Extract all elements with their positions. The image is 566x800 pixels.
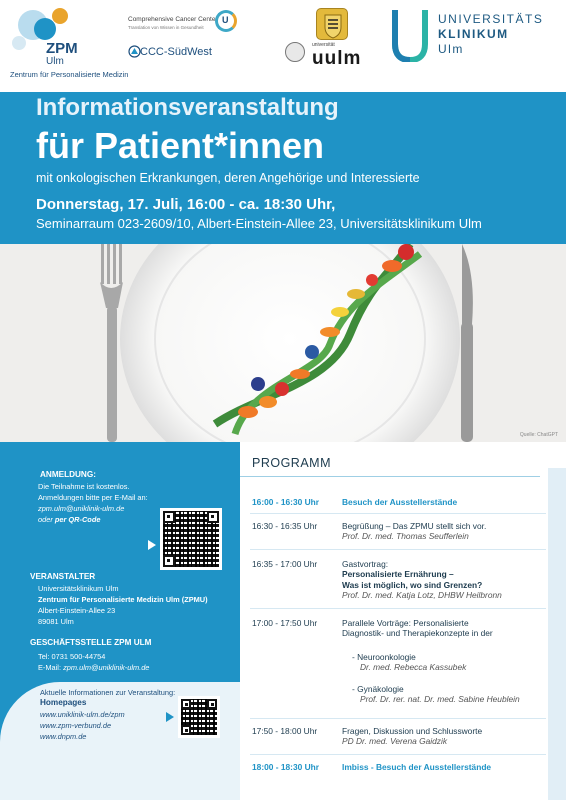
- program-item: [342, 618, 493, 639]
- program-item-title: Fragen, Diskussion und Schlussworte: [342, 726, 483, 736]
- event-type: Informationsveranstaltung: [36, 94, 339, 121]
- organizer-address: Albert-Einstein-Allee 23: [38, 606, 116, 615]
- event-audience-detail: mit onkologischen Erkrankungen, deren Angehörige und Interessierte: [36, 171, 420, 185]
- program-speaker: Prof. Dr. med. Thomas Seufferlein: [342, 531, 469, 542]
- qr-finder: [163, 555, 175, 567]
- divider: [240, 476, 540, 477]
- event-date: Donnerstag, 17. Juli, 16:00 - ca. 18:30 Uhr,: [36, 196, 336, 213]
- program-item-subtitle: Personalisierte Ernährung –: [342, 569, 454, 580]
- homepage-url-1[interactable]: www.uniklinik-ulm.de/zpm: [40, 710, 125, 719]
- program-item-title: Parallele Vorträge: Personalisierte: [342, 618, 469, 628]
- program-speaker: Dr. med. Rebecca Kassubek: [360, 662, 467, 673]
- event-audience: für Patient*innen: [36, 125, 325, 166]
- ccc-tagline: Translation von Wissen in Gesundheit: [128, 25, 204, 30]
- program-time: 17:50 - 18:00 Uhr: [252, 726, 318, 736]
- qr-finder: [181, 725, 191, 735]
- registration-qr-line: [38, 515, 100, 525]
- divider: [250, 608, 546, 609]
- uniklinik-logo-text: [438, 12, 543, 57]
- program-item-subtitle: Was ist möglich, wo sind Grenzen?: [342, 579, 483, 590]
- registration-heading: ANMELDUNG:: [40, 470, 96, 479]
- qr-finder: [207, 511, 219, 523]
- homepage-qr-code[interactable]: [178, 696, 220, 738]
- ccc-title: Comprehensive Cancer Center: [128, 16, 218, 23]
- program-item-title: Besuch der Ausstellerstände: [342, 497, 458, 507]
- arrow-right-icon: [166, 712, 174, 722]
- uulm-small-label: universität: [312, 42, 335, 48]
- qr-finder: [163, 511, 175, 523]
- zpm-city: Ulm: [46, 56, 64, 67]
- image-credit: Quelle: ChatGPT: [519, 432, 558, 438]
- qr-finder: [207, 699, 217, 709]
- qr-finder: [181, 699, 191, 709]
- organizer-city: 89081 Ulm: [38, 617, 74, 626]
- registration-or: oder: [38, 515, 53, 524]
- office-heading: GESCHÄFTSSTELLE ZPM ULM: [30, 638, 152, 647]
- header-logos: [0, 0, 566, 92]
- uk-line2: KLINIKUM: [438, 27, 509, 41]
- office-phone: Tel: 0731 500-44754: [38, 652, 106, 661]
- organizer-line2: Zentrum für Personalisierte Medizin Ulm (ZPMU): [38, 595, 208, 604]
- program-time: 17:00 - 17:50 Uhr: [252, 618, 318, 628]
- ccc-ring-logo: [215, 10, 237, 32]
- uniklinik-u-icon: [392, 10, 428, 62]
- logo-circle-orange: [52, 8, 68, 24]
- program-time: 16:35 - 17:00 Uhr: [252, 559, 318, 569]
- state-crest-icon: [316, 8, 348, 40]
- divider: [250, 549, 546, 550]
- program-side-bar: [548, 468, 566, 800]
- program-subitem: [352, 684, 520, 705]
- program-title: PROGRAMM: [252, 456, 331, 470]
- zpm-subtitle: Zentrum für Personalisierte Medizin: [10, 70, 129, 79]
- hero-image: [0, 244, 566, 442]
- uk-line1: UNIVERSITÄTS: [438, 12, 544, 26]
- program-item-title: Begrüßung – Das ZPMU stellt sich vor.: [342, 521, 487, 531]
- registration-email-intro: Anmeldungen bitte per E-Mail an:: [38, 493, 148, 502]
- program-speaker: Prof. Dr. med. Katja Lotz, DHBW Heilbronn: [342, 590, 502, 601]
- registration-qr-code[interactable]: [160, 508, 222, 570]
- office-email-label: E-Mail:: [38, 663, 61, 672]
- program-speaker: PD Dr. med. Verena Gaidzik: [342, 736, 448, 747]
- program-time: 16:00 - 16:30 Uhr: [252, 497, 320, 507]
- uk-line3: Ulm: [438, 42, 464, 56]
- zpm-title: ZPM: [46, 40, 78, 57]
- divider: [250, 513, 546, 514]
- arrow-right-icon: [148, 540, 156, 550]
- office-email-line: [38, 663, 149, 673]
- info-panel: [0, 442, 240, 800]
- office-email[interactable]: zpm.ulm@uniklinik-ulm.de: [63, 663, 150, 672]
- logo-circle-pale: [12, 36, 26, 50]
- divider: [250, 718, 546, 719]
- title-banner: [0, 92, 566, 244]
- event-location: Seminarraum 023-2609/10, Albert-Einstein-Allee 23, Universitätsklinikum Ulm: [36, 216, 482, 231]
- program-section: [240, 442, 566, 800]
- plate-dna-illustration: [0, 244, 566, 442]
- program-item: [342, 521, 486, 542]
- program-subitem: [352, 652, 466, 673]
- program-time: 16:30 - 16:35 Uhr: [252, 521, 318, 531]
- homepages-intro: Aktuelle Informationen zur Veranstaltung:: [40, 688, 176, 697]
- zpm-logo: [10, 8, 129, 84]
- ccc-southwest-label: CCC-SüdWest: [140, 46, 212, 58]
- program-item: [342, 726, 482, 747]
- program-item: [342, 559, 502, 601]
- program-speaker: Prof. Dr. rer. nat. Dr. med. Sabine Heublein: [360, 694, 520, 705]
- homepage-url-3[interactable]: www.dnpm.de: [40, 732, 87, 741]
- program-time: 18:00 - 18:30 Uhr: [252, 762, 320, 772]
- organizer-line1: Universitätsklinikum Ulm: [38, 584, 119, 593]
- program-subitem-title: - Neuroonkologie: [352, 652, 416, 662]
- registration-qr-label: per QR-Code: [54, 515, 101, 524]
- program-item-title: Gastvortrag:: [342, 559, 389, 569]
- homepages-section: [0, 682, 240, 800]
- program-item-title: Imbiss - Besuch der Ausstellerstände: [342, 762, 492, 772]
- program-item-title: Diagnostik- und Therapiekonzepte in der: [342, 628, 493, 639]
- homepages-heading: Homepages: [40, 698, 87, 707]
- program-subitem-title: - Gynäkologie: [352, 684, 404, 694]
- homepage-url-2[interactable]: www.zpm-verbund.de: [40, 721, 112, 730]
- divider: [250, 754, 546, 755]
- organizer-heading: VERANSTALTER: [30, 572, 96, 581]
- registration-email[interactable]: zpm.ulm@uniklinik-ulm.de: [38, 504, 125, 513]
- university-seal-icon: [285, 42, 305, 62]
- registration-free: Die Teilnahme ist kostenlos.: [38, 482, 130, 491]
- uulm-logo-text: uulm: [312, 48, 362, 69]
- logo-circle-blue: [34, 18, 56, 40]
- ccc-ring-letter: U: [222, 15, 229, 25]
